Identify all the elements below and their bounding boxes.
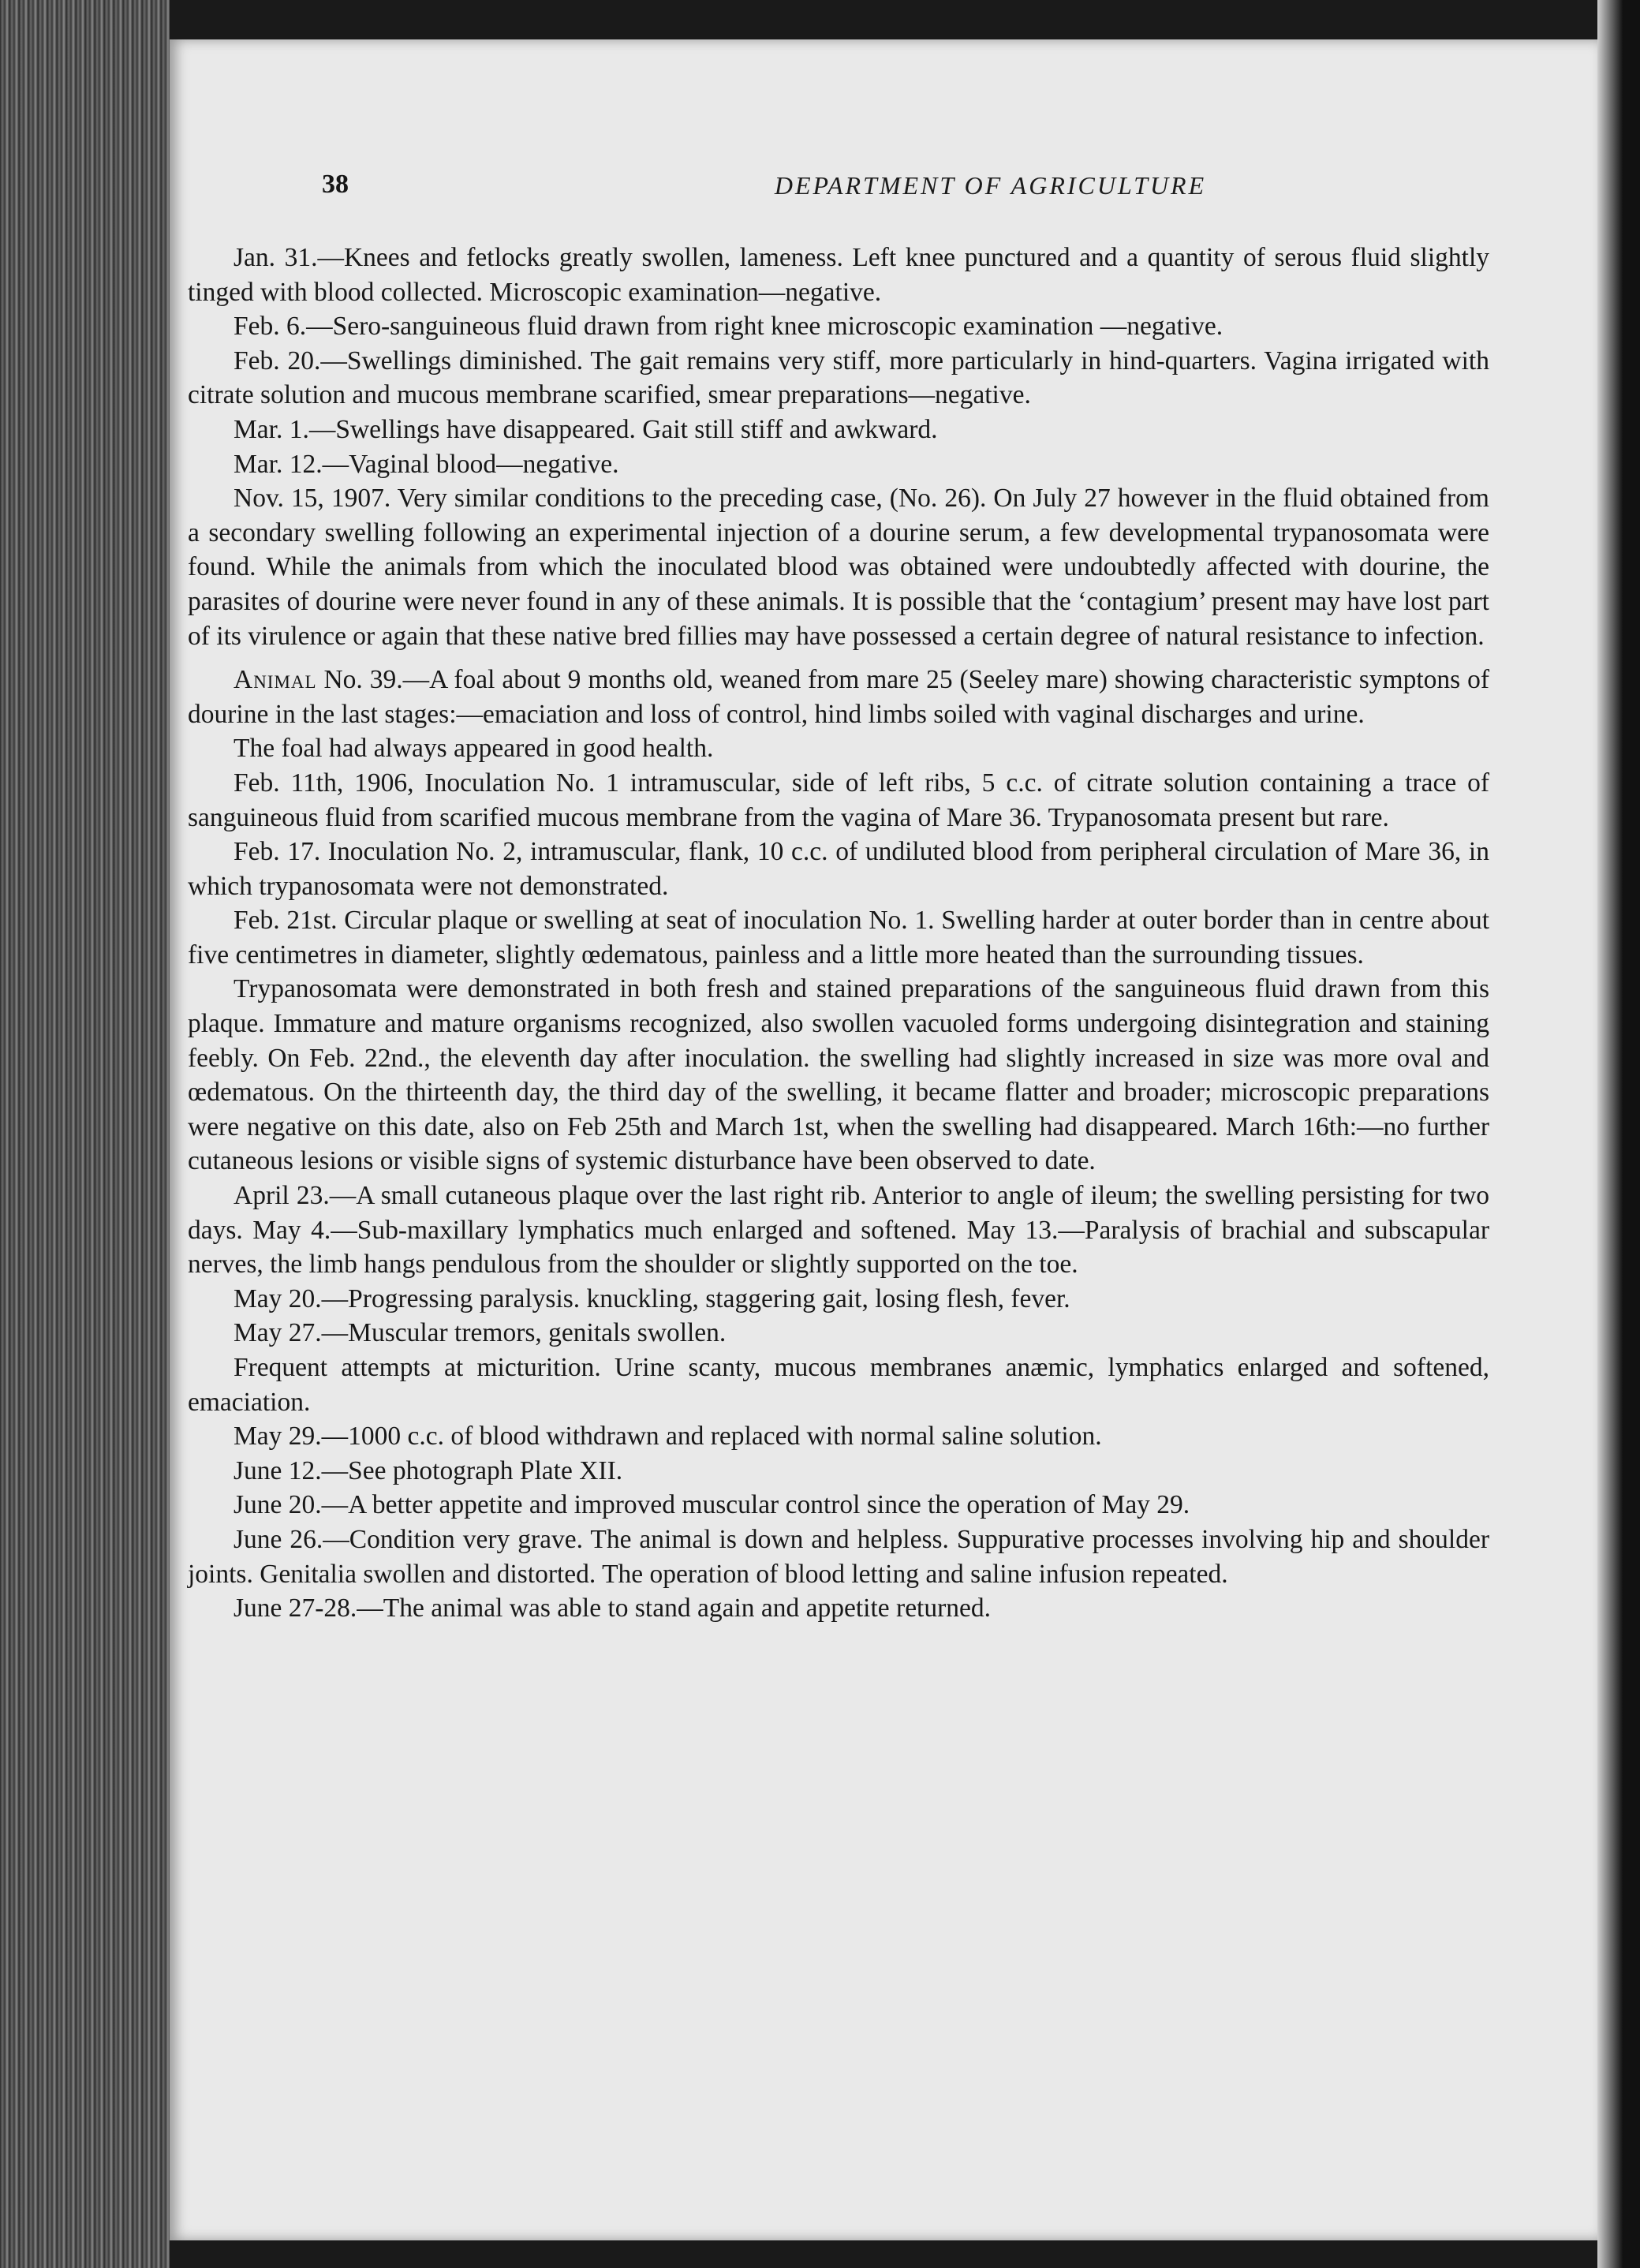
paragraph-june-12: June 12.—See photograph Plate XII. [233,1455,623,1485]
paragraph-mar-1: Mar. 1.—Swellings have disappeared. Gait still stiff and awkward. [233,414,938,444]
paragraph-may-27: May 27.—Muscular tremors, genitals swollen. [233,1318,727,1348]
paragraph-may-29: May 29.—1000 c.c. of blood withdrawn and replaced with normal saline solution. [233,1422,1102,1452]
paragraph-feb-6: Feb. 6.—Sero-sanguineous fluid drawn from right knee microscopic examination —negative. [233,312,1223,342]
animal-39-text: No. 39.—A foal about 9 months old, weaned from mare 25 (Seeley mare) showing characteristic symptons of dourine in the last stages:—emaciation and loss of control, hind limbs soiled with vaginal discharges and urine. [188,665,1489,729]
running-head: DEPARTMENT OF AGRICULTURE [774,171,1207,200]
paragraph-feb-21: Feb. 21st. Circular plaque or swelling at seat of inoculation No. 1. Swelling harder at outer border than in centre about five centimetres in diameter, slightly œdematous, painless and a little more heated than the surrounding tissues. [188,906,1489,970]
paragraph-micturition: Frequent attempts at micturition. Urine scanty, mucous membranes anæmic, lymphatics enlarged and softened, emaciation. [188,1353,1489,1417]
paragraph-june-27-28: June 27-28.—The animal was able to stand again and appetite returned. [233,1594,992,1623]
paragraph-nov-15: Nov. 15, 1907. Very similar conditions to the preceding case, (No. 26). On July 27 however in the fluid obtained from a secondary swelling following an experimental injection of a dourine serum, a few developmental trypanosomata were found. While the animals from which the inoculated blood was obtained were undoubtedly affected with dourine, the parasites of dourine were never found in any of these animals. It is possible that the ‘contagium’ present may have lost part of its virulence or again that these native bred fillies may have possessed a certain degree of natural resistance to infection. [188,484,1489,651]
animal-lead: Animal [233,665,317,695]
paragraph-april-23: April 23.—A small cutaneous plaque over the last right rib. Anterior to angle of ileum; the swelling persisting for two days. May 4.—Sub-maxillary lymphatics much enlarged and softened. May 13.—Paralysis of brachial and subscapular nerves, the limb hangs pendulous from the shoulder or slightly supported on the toe. [188,1181,1489,1280]
paragraph-trypanosomata: Trypanosomata were demonstrated in both fresh and stained preparations of the sanguineous fluid drawn from this plaque. Immature and mature organisms recognized, also swollen vacuoled forms undergoing disintegration and staining feebly. On Feb. 22nd., the eleventh day after inoculation. the swelling had slightly increased in size was more oval and œdematous. On the thirteenth day, the third day of the swelling, it became flatter and broader; microscopic preparations were negative on this date, also on Feb 25th and March 1st, when the swelling had disappeared. March 16th:—no further cutaneous lesions or visible signs of systemic disturbance have been observed to date. [188,974,1489,1176]
paragraph-feb-17: Feb. 17. Inoculation No. 2, intramuscular, flank, 10 c.c. of undiluted blood from peripheral circulation of Mare 36, in which trypanosomata were not demonstrated. [188,837,1489,901]
paragraph-mar-12: Mar. 12.—Vaginal blood—negative. [233,449,619,479]
book-spine-edge [0,0,170,2268]
page-number: 38 [322,170,349,199]
paragraph-june-26: June 26.—Condition very grave. The animal is down and helpless. Suppurative processes involving hip and shoulder joints. Genitalia swollen and distorted. The operation of blood letting and saline infusion repeated. [188,1524,1489,1589]
paragraph-jan-31: Jan. 31.—Knees and fetlocks greatly swollen, lameness. Left knee punctured and a quantity of serous fluid slightly tinged with blood collected. Microscopic examination—negative. [188,243,1489,307]
body-text [188,241,1489,1626]
page-right-edge [1597,0,1640,2268]
paragraph-feb-11: Feb. 11th, 1906, Inoculation No. 1 intramuscular, side of left ribs, 5 c.c. of citrate solution containing a trace of sanguineous fluid from scarified mucous membrane from the vagina of Mare 36. Trypanosomata present but rare. [188,768,1489,832]
paragraph-animal-39 [188,663,1489,731]
paragraph-june-20: June 20.—A better appetite and improved muscular control since the operation of May 29. [233,1490,1190,1520]
paragraph-feb-20: Feb. 20.—Swellings diminished. The gait remains very stiff, more particularly in hind-quarters. Vagina irrigated with citrate solution and mucous membrane scarified, smear preparations—negative. [188,346,1489,410]
paragraph-good-health: The foal had always appeared in good health. [233,734,714,764]
paragraph-may-20: May 20.—Progressing paralysis. knuckling, staggering gait, losing flesh, fever. [233,1283,1070,1313]
page-header [322,170,1640,209]
